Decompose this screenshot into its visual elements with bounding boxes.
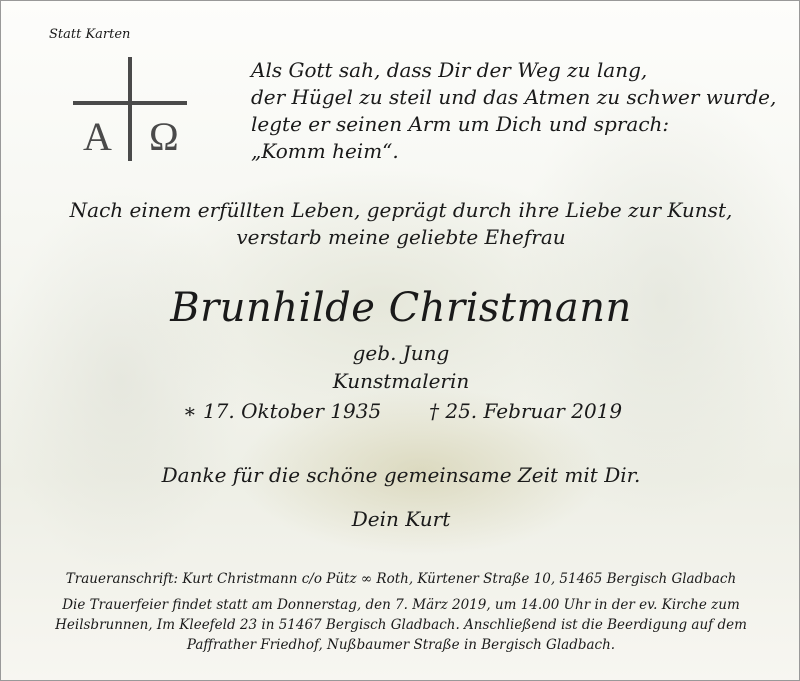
death-date: † 25. Februar 2019: [429, 399, 623, 423]
mourning-address: Traueranschrift: Kurt Christmann c/o Pütz ∞ Roth, Kürtener Straße 10, 51465 Bergisch Gladbach: [65, 571, 737, 587]
funeral-line: Paffrather Friedhof, Nußbaumer Straße in Bergisch Gladbach.: [186, 637, 616, 653]
omega-glyph: Ω: [149, 114, 179, 159]
signature: Dein Kurt: [351, 507, 451, 531]
intro-line: Nach einem erfüllten Leben, geprägt durch ihre Liebe zur Kunst,: [69, 198, 733, 222]
funeral-line: Die Trauerfeier findet statt am Donnerstag, den 7. März 2019, um 14.00 Uhr in der ev. Kirche zum: [62, 597, 740, 613]
poem-line: „Komm heim“.: [251, 139, 399, 163]
birth-date: ∗ 17. Oktober 1935: [183, 399, 382, 423]
alpha-glyph: A: [83, 114, 112, 159]
profession: Kunstmalerin: [332, 369, 470, 393]
deceased-name: Brunhilde Christmann: [170, 285, 632, 331]
poem-line: der Hügel zu steil und das Atmen zu schwer wurde,: [251, 85, 777, 109]
cross-vertical-bar: [128, 57, 132, 161]
thanks-text: Danke für die schöne gemeinsame Zeit mit Dir.: [161, 463, 641, 487]
funeral-info: [41, 595, 761, 655]
maiden-name: geb. Jung: [352, 341, 450, 365]
cross-alpha-omega-icon: [73, 57, 187, 161]
poem-line: Als Gott sah, dass Dir der Weg zu lang,: [251, 58, 648, 82]
poem: [251, 57, 777, 165]
intro-text: [1, 197, 800, 251]
intro-line: verstarb meine geliebte Ehefrau: [236, 225, 566, 249]
poem-line: legte er seinen Arm um Dich und sprach:: [251, 112, 670, 136]
statt-karten-label: Statt Karten: [49, 27, 131, 42]
cross-horizontal-bar: [73, 101, 187, 105]
funeral-line: Heilsbrunnen, Im Kleefeld 23 in 51467 Bergisch Gladbach. Anschließend ist die Beerdigung auf dem: [55, 617, 747, 633]
